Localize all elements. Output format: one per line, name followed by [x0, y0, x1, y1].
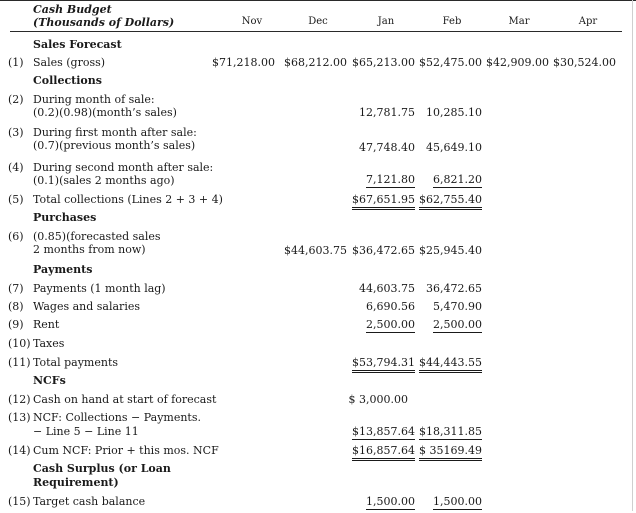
section-label: Purchases	[33, 211, 97, 224]
row-number: (3)	[8, 126, 24, 139]
title-line-1: Cash Budget	[33, 3, 112, 16]
cell-feb: $44,443.55	[419, 356, 482, 373]
row-label: Payments (1 month lag)	[33, 282, 166, 295]
row-1-sales	[0, 56, 636, 74]
row-number: (7)	[8, 282, 24, 295]
section-label-line-2: Requirement)	[33, 476, 119, 489]
cell-jan: $67,651.95	[352, 193, 415, 210]
col-header-feb: Feb	[442, 16, 462, 27]
row-number: (13)	[8, 411, 31, 424]
cell-jan: $36,472.65	[352, 244, 415, 257]
cell-jan: $13,857.64	[352, 425, 415, 438]
row-label: Wages and salaries	[33, 300, 140, 313]
cell-feb: $25,945.40	[419, 244, 482, 257]
row-label: Rent	[33, 318, 60, 331]
cell-jan: 7,121.80	[366, 173, 415, 186]
row-number: (8)	[8, 300, 24, 313]
cell-jan: 6,690.56	[366, 300, 415, 313]
header-rule	[10, 31, 622, 32]
cell-jan: 1,500.00	[366, 495, 415, 508]
section-payments	[0, 263, 636, 281]
row-7-payments-lag	[0, 282, 636, 300]
row-label-line-1: NCF: Collections − Payments.	[33, 411, 201, 424]
col-header-jan: Jan	[377, 16, 395, 27]
row-14-cum-ncf	[0, 444, 636, 462]
cell-feb: 45,649.10	[426, 141, 482, 154]
cell-apr: $30,524.00	[553, 56, 616, 69]
section-label-line-1: Cash Surplus (or Loan	[33, 462, 171, 475]
col-header-mar: Mar	[508, 16, 530, 27]
row-label: Cash on hand at start of forecast	[33, 393, 217, 406]
row-number: (1)	[8, 56, 24, 69]
section-sales-forecast	[0, 38, 636, 56]
row-number: (6)	[8, 230, 24, 243]
cell-jan: $ 3,000.00	[348, 393, 408, 406]
cell-jan: $65,213.00	[352, 56, 415, 69]
cell-nov: $71,218.00	[212, 56, 275, 69]
row-label: Total payments	[33, 356, 119, 369]
cell-jan: $16,857.64	[352, 444, 415, 461]
title-line-2: (Thousands of Dollars)	[33, 16, 175, 29]
row-label-line-1: During month of sale:	[33, 93, 155, 106]
section-ncfs	[0, 374, 636, 392]
col-header-nov: Nov	[241, 16, 263, 27]
row-4-second-month-after	[0, 161, 636, 187]
row-label-line-2: (0.2)(0.98)(month’s sales)	[33, 106, 177, 119]
row-label-line-1: During second month after sale:	[33, 161, 214, 174]
section-cash-surplus	[0, 462, 636, 492]
cell-jan: $53,794.31	[352, 356, 415, 373]
cell-feb: 1,500.00	[433, 495, 482, 508]
cell-dec: $68,212.00	[284, 56, 347, 69]
cell-jan: 47,748.40	[359, 141, 415, 154]
row-label: Total collections (Lines 2 + 3 + 4)	[33, 193, 223, 206]
section-collections	[0, 74, 636, 92]
row-number: (10)	[8, 337, 31, 350]
col-header-apr: Apr	[578, 16, 598, 27]
row-13-ncf	[0, 411, 636, 438]
cell-feb: 6,821.20	[433, 173, 482, 186]
cell-feb: 36,472.65	[426, 282, 482, 295]
row-label: Cum NCF: Prior + this mos. NCF	[33, 444, 219, 457]
row-11-total-payments	[0, 356, 636, 374]
cell-feb: $ 35169.49	[419, 444, 482, 461]
cell-dec: $44,603.75	[284, 244, 347, 257]
row-number: (12)	[8, 393, 31, 406]
row-number: (5)	[8, 193, 24, 206]
row-number: (9)	[8, 318, 24, 331]
row-label-line-2: (0.1)(sales 2 months ago)	[33, 174, 175, 187]
section-label: Sales Forecast	[33, 38, 122, 51]
row-15-target-cash	[0, 495, 636, 513]
cell-feb: $18,311.85	[419, 425, 482, 438]
cell-jan: 2,500.00	[366, 318, 415, 331]
section-label: NCFs	[33, 374, 66, 387]
row-5-total-collections	[0, 193, 636, 211]
row-number: (15)	[8, 495, 31, 508]
section-purchases	[0, 211, 636, 229]
row-3-first-month-after	[0, 126, 636, 154]
row-number: (4)	[8, 161, 24, 174]
cell-mar: $42,909.00	[486, 56, 549, 69]
cell-jan: 44,603.75	[359, 282, 415, 295]
row-label-line-2: (0.7)(previous month’s sales)	[33, 139, 196, 152]
cell-feb: $62,755.40	[419, 193, 482, 210]
row-9-rent	[0, 318, 636, 336]
row-label: Target cash balance	[33, 495, 146, 508]
cell-feb: 5,470.90	[433, 300, 482, 313]
cell-jan: 12,781.75	[359, 106, 415, 119]
row-8-wages	[0, 300, 636, 318]
row-number: (2)	[8, 93, 24, 106]
row-label: Sales (gross)	[33, 56, 106, 69]
row-12-cash-on-hand	[0, 393, 636, 411]
cell-feb: $52,475.00	[419, 56, 482, 69]
section-label: Collections	[33, 74, 102, 87]
row-label-line-1: During first month after sale:	[33, 126, 197, 139]
row-label-line-2: − Line 5 − Line 11	[33, 425, 139, 438]
row-6-purchases	[0, 230, 636, 257]
cell-feb: 10,285.10	[426, 106, 482, 119]
section-label: Payments	[33, 263, 93, 276]
cell-feb: 2,500.00	[433, 318, 482, 331]
row-label: Taxes	[33, 337, 65, 350]
col-header-dec: Dec	[308, 16, 328, 27]
top-rule	[0, 0, 636, 1]
row-number: (14)	[8, 444, 31, 457]
row-number: (11)	[8, 356, 31, 369]
row-2-month-of-sale	[0, 93, 636, 119]
row-label-line-1: (0.85)(forecasted sales	[33, 230, 161, 243]
row-10-taxes	[0, 337, 636, 355]
row-label-line-2: 2 months from now)	[33, 243, 146, 256]
